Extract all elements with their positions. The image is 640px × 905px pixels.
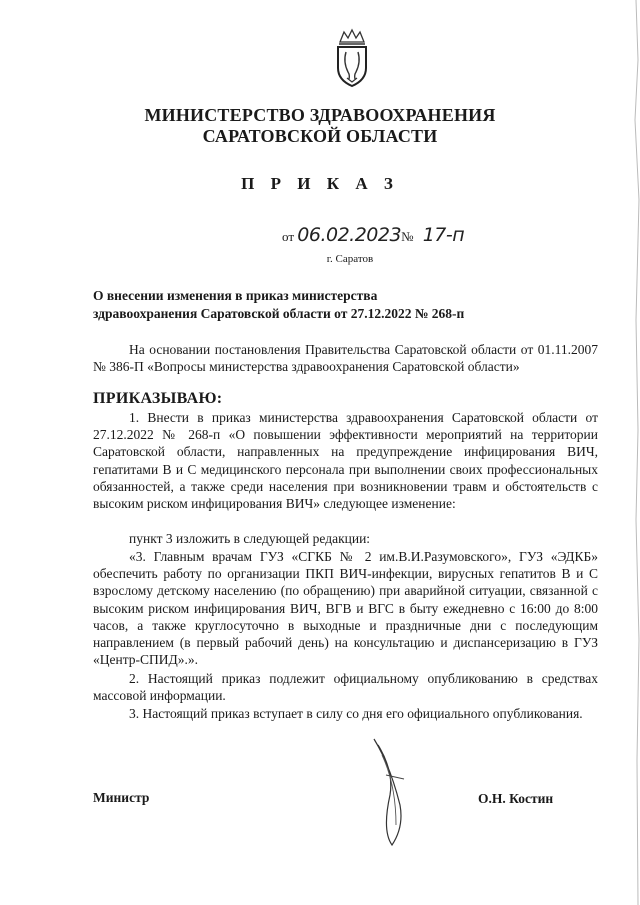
item-1: 1. Внести в приказ министерства здравоохранения Саратовской области от 27.12.2022 № 268-п «О повышении эффективности мероприятий на территории Саратовской области, направленных на предупреждение инфицирования ВИЧ, гепатитами В и С медицинского персонала при выполнении своих профессиональных обязанностей, а также среди населения при возникновении травм и обстоятельств с высоким риском инфицирования ВИЧ» следующее изменение: <box>93 410 598 512</box>
order-subject <box>93 287 613 323</box>
scan-edge-noise <box>628 0 640 905</box>
signature-icon <box>360 735 420 855</box>
item-3: 3. Настоящий приказ вступает в силу со дня его официального опубликования. <box>129 706 583 721</box>
subject-line2: здравоохранения Саратовской области от 27.12.2022 № 268-п <box>93 306 465 321</box>
number-prefix: № <box>401 229 414 244</box>
city: г. Саратов <box>326 253 374 265</box>
basis-paragraph: На основании постановления Правительства Саратовской области от 01.11.2007 № 386-П «Вопросы министерства здравоохранения Саратовской области» <box>93 342 598 375</box>
subject-line1: О внесении изменения в приказ министерства <box>93 288 378 303</box>
item-1-sub: пункт 3 изложить в следующей редакции: <box>129 531 371 546</box>
date-prefix: от <box>282 229 295 244</box>
signer-name: О.Н. Костин <box>478 791 554 806</box>
item-1-quote: «3. Главным врачам ГУЗ «СГКБ № 2 им.В.И.Разумовского», ГУЗ «ЭДКБ» обеспечить работу по организации ПКП ВИЧ-инфекции, вирусных гепатитов В и С взрослому детскому населению (по обращению) при аварийной ситуации, связанной с высоким риском инфицирования ВИЧ, ВГВ и ВГС в быту ежедневно с 16:00 до 8:00 часов, а также круглосуточно в выходные и праздничные дни с последующим направлением (в первый рабочий день) на консультацию и диспансеризацию в ГУЗ «Центр-СПИД».». <box>93 549 598 668</box>
ministry-name-line1: МИНИСТЕРСТВО ЗДРАВООХРАНЕНИЯ <box>144 105 496 125</box>
item-2: 2. Настоящий приказ подлежит официальному опубликованию в средствах массовой информации. <box>93 671 598 704</box>
signer-position: Министр <box>93 790 150 805</box>
ministry-name-line2: САРАТОВСКОЙ ОБЛАСТИ <box>202 126 438 146</box>
handwritten-number: 17-п <box>422 224 465 246</box>
handwritten-date: 06.02.2023 <box>297 224 402 246</box>
order-title: П Р И К А З <box>241 174 399 193</box>
order-date-line <box>282 224 464 246</box>
coat-of-arms-icon <box>330 28 374 88</box>
orders-word: ПРИКАЗЫВАЮ: <box>93 390 223 407</box>
